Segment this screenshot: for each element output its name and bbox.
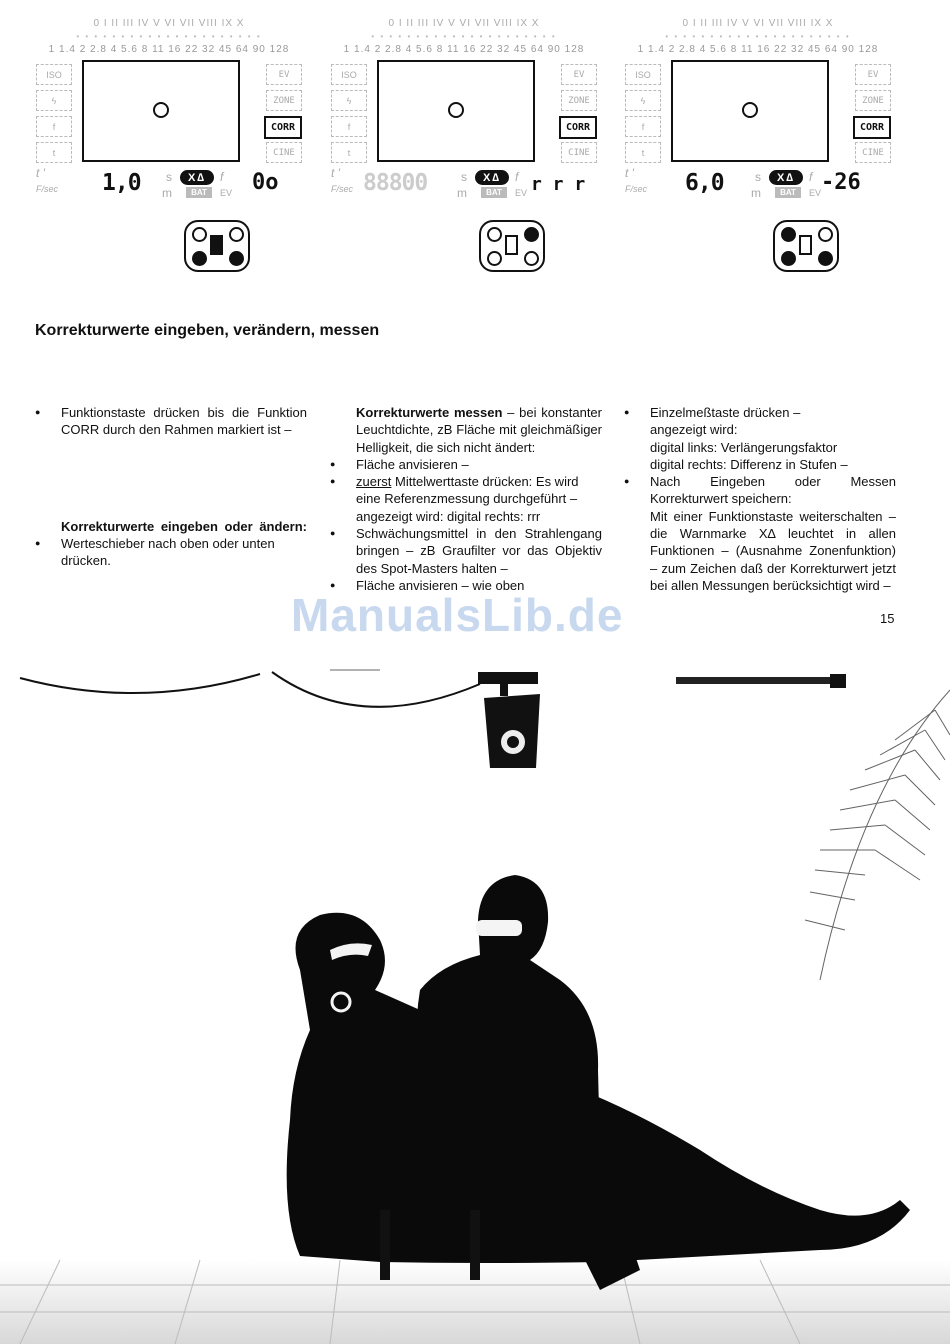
instruction-item: ● zuerst Mittelwerttaste drücken: Es wird eine Referenzmessung durchgeführt – angezeigt wird: digital rechts: rrr (330, 473, 602, 525)
meter-display-1 (34, 14, 304, 274)
cine-button: CINE (266, 142, 302, 163)
m-label: m (457, 186, 467, 200)
button-cluster-icon (479, 220, 545, 272)
left-digital-value: 6,0 (685, 170, 724, 196)
ev-button: EV (561, 64, 597, 85)
aperture-scale: 1 1.4 2 2.8 4 5.6 8 11 16 22 32 45 64 90 128 (48, 44, 290, 55)
t-label: t ' (625, 166, 634, 180)
t-label: t ' (331, 166, 340, 180)
zone-button: ZONE (266, 90, 302, 111)
ev-label: EV (515, 188, 528, 198)
zone-scale: 0 I II III IV V VI VII VIII IX X (682, 18, 834, 29)
iso-button: ISO (625, 64, 661, 85)
dot-scale: • • • • • • • • • • • • • • • • • • • • • (665, 32, 851, 41)
m-label: m (162, 186, 172, 200)
cine-button: CINE (855, 142, 891, 163)
meter-display-3 (623, 14, 893, 274)
t-button: t (625, 142, 661, 163)
battery-indicator: BAT (186, 187, 212, 198)
zone-scale: 0 I II III IV V VI VII VIII IX X (93, 18, 245, 29)
cine-button: CINE (561, 142, 597, 163)
warning-badge: X∆ (769, 170, 803, 185)
page-number: 15 (880, 611, 895, 626)
ev-label: EV (809, 188, 822, 198)
f-label: f (515, 170, 519, 184)
s-label: s (461, 170, 467, 184)
watermark: ManualsLib.de (291, 589, 624, 641)
zone-button: ZONE (855, 90, 891, 111)
dot-scale: • • • • • • • • • • • • • • • • • • • • • (76, 32, 262, 41)
silhouette-photo (0, 650, 950, 1344)
left-digital-value: 1,0 (102, 170, 141, 196)
f-button: f (331, 116, 367, 137)
instruction-item: ● Fläche anvisieren – (330, 456, 602, 473)
section-heading: Korrekturwerte eingeben, verändern, messen (35, 322, 380, 339)
ev-label: EV (220, 188, 233, 198)
viewfinder-frame (671, 60, 829, 162)
zone-button: ZONE (561, 90, 597, 111)
viewfinder-frame (82, 60, 240, 162)
corr-button: CORR (264, 116, 302, 139)
unit-label: F/sec (625, 184, 648, 194)
f-label: f (220, 170, 224, 184)
instruction-item: ● Schwächungsmittel in den Strahlengang bringen – zB Graufilter vor das Objektiv des Spot-Masters halten – (330, 525, 602, 577)
warning-badge: X∆ (475, 170, 509, 185)
m-label: m (751, 186, 761, 200)
dot-scale: • • • • • • • • • • • • • • • • • • • • • (371, 32, 557, 41)
t-label: t ' (36, 166, 45, 180)
paragraph: Korrekturwerte messen – bei konstanter Leuchtdichte, zB Fläche mit gleichmäßiger Helligkeit, die sich nicht ändert: (356, 405, 602, 455)
instruction-item: ● Funktionstaste drücken bis die Funktion CORR durch den Rahmen markiert ist – (35, 404, 307, 439)
text-column-1 (35, 404, 307, 569)
spot-circle-icon (448, 102, 464, 118)
corr-button: CORR (559, 116, 597, 139)
viewfinder-frame (377, 60, 535, 162)
instruction-item: ● Einzelmeßtaste drücken – angezeigt wird: digital links: Verlängerungsfaktor digital rechts: Differenz in Stufen – (624, 404, 896, 473)
instruction-item: ● Werteschieber nach oben oder unten drücken. (35, 535, 307, 570)
aperture-scale: 1 1.4 2 2.8 4 5.6 8 11 16 22 32 45 64 90 128 (343, 44, 585, 55)
right-digital-value: 0o (252, 170, 279, 195)
unit-label: F/sec (331, 184, 354, 194)
s-label: s (166, 170, 172, 184)
flash-button: ϟ (625, 90, 661, 111)
f-label: f (809, 170, 813, 184)
spot-circle-icon (153, 102, 169, 118)
flash-button: ϟ (331, 90, 367, 111)
t-button: t (36, 142, 72, 163)
zone-scale: 0 I II III IV V VI VII VIII IX X (388, 18, 540, 29)
left-digital-value: 88800 (363, 170, 428, 196)
corr-button: CORR (853, 116, 891, 139)
warning-badge: X∆ (180, 170, 214, 185)
f-button: f (625, 116, 661, 137)
subheading: Korrekturwerte eingeben oder ändern: (61, 518, 307, 534)
unit-label: F/sec (36, 184, 59, 194)
t-button: t (331, 142, 367, 163)
ev-button: EV (855, 64, 891, 85)
instruction-item: ● Fläche anvisieren – wie oben (330, 577, 602, 594)
iso-button: ISO (331, 64, 367, 85)
text-column-3 (624, 404, 896, 594)
meter-display-2 (329, 14, 599, 274)
right-digital-value: r r r (531, 174, 586, 195)
iso-button: ISO (36, 64, 72, 85)
battery-indicator: BAT (481, 187, 507, 198)
button-cluster-icon (184, 220, 250, 272)
ev-button: EV (266, 64, 302, 85)
s-label: s (755, 170, 761, 184)
right-digital-value: -26 (821, 170, 861, 195)
aperture-scale: 1 1.4 2 2.8 4 5.6 8 11 16 22 32 45 64 90 128 (637, 44, 879, 55)
spot-circle-icon (742, 102, 758, 118)
flash-button: ϟ (36, 90, 72, 111)
battery-indicator: BAT (775, 187, 801, 198)
text-column-2 (330, 404, 602, 594)
button-cluster-icon (773, 220, 839, 272)
instruction-item: ● Nach Eingeben oder Messen Korrekturwert speichern: Mit einer Funktionstaste weiterschalten – die Warnmarke X∆ leuchtet in allen Funktionen – (Ausnahme Zonenfunktion) – zum Zeichen daß der Korrekturwert jetzt bei allen Messungen berücksichtigt wird – (624, 473, 896, 594)
f-button: f (36, 116, 72, 137)
